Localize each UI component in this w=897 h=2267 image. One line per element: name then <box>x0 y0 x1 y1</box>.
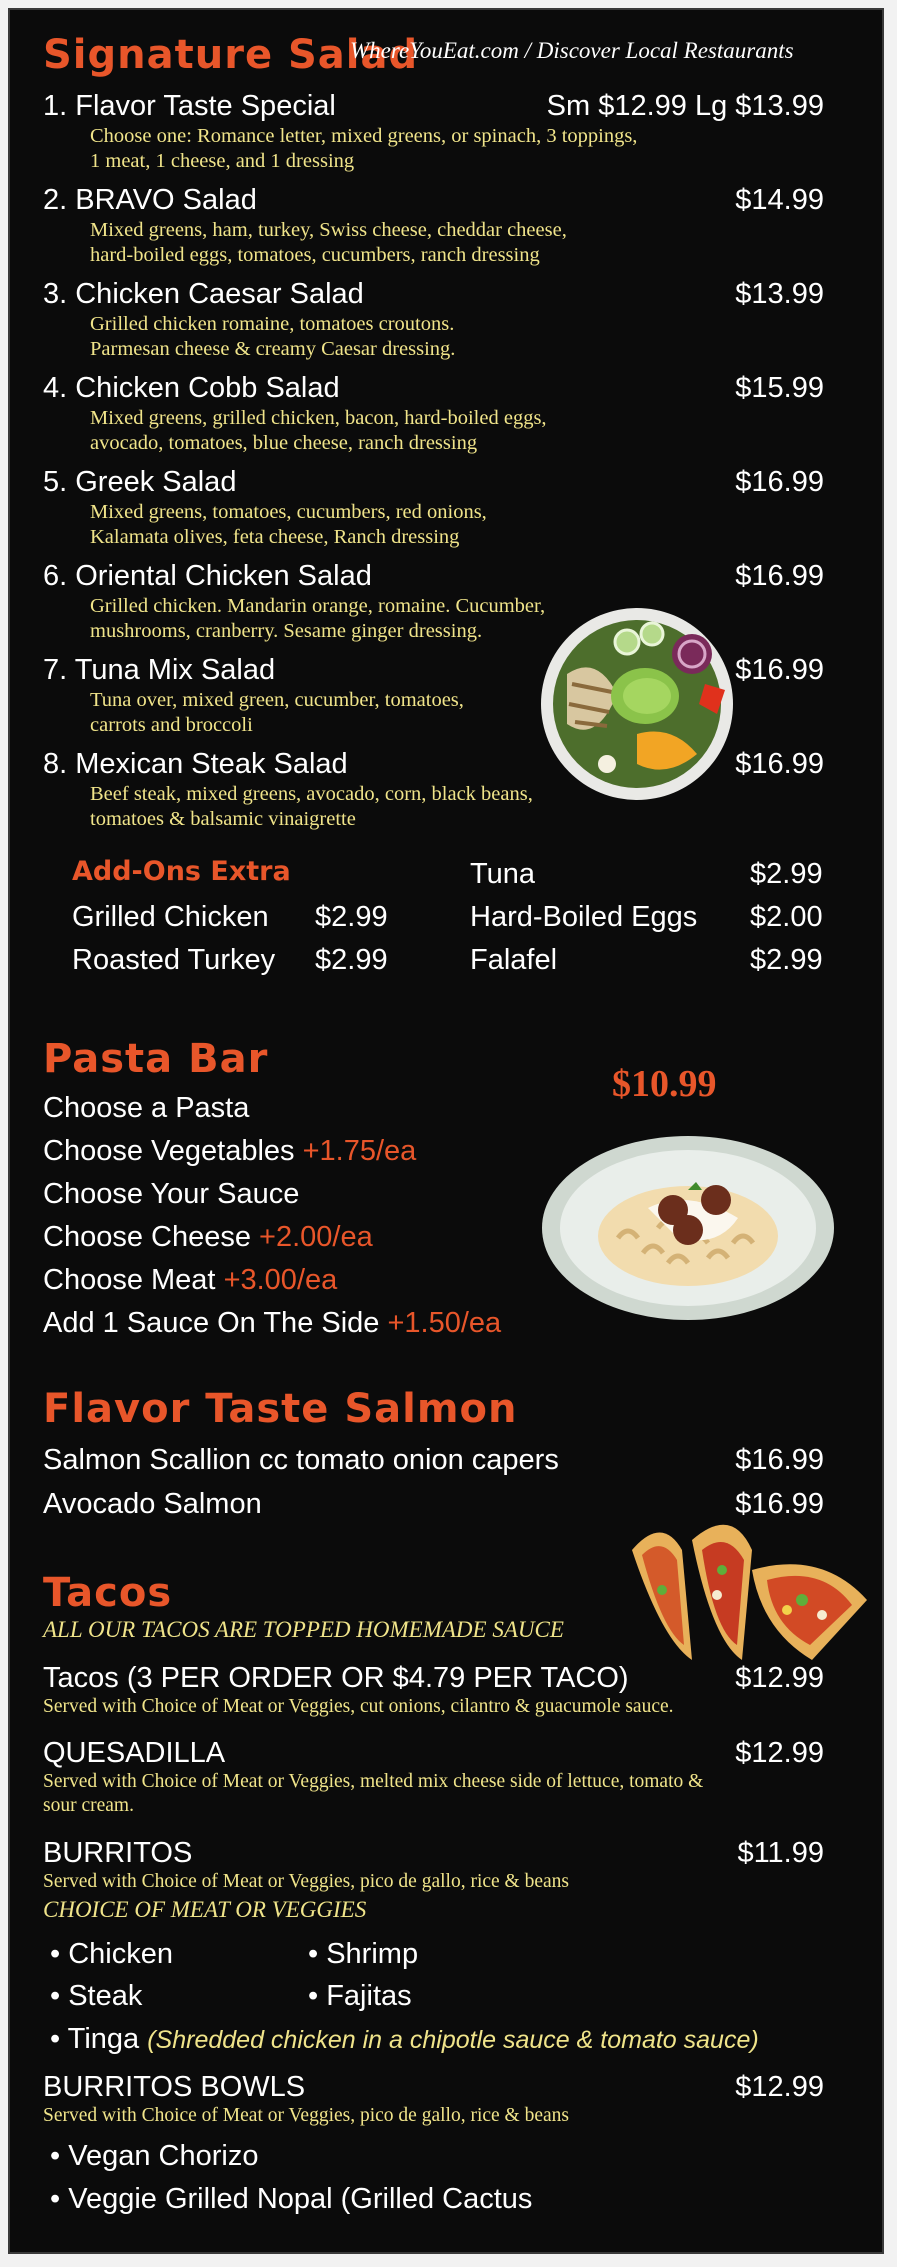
taco-item-price: $12.99 <box>735 1737 824 1769</box>
salad-item-price: $15.99 <box>735 372 824 404</box>
choice-item: • Chicken <box>50 1938 173 1970</box>
salad-item-desc: avocado, tomatoes, blue cheese, ranch dressing <box>90 432 478 454</box>
tacos-title: Tacos <box>43 1570 173 1616</box>
addon-name: Hard-Boiled Eggs <box>470 901 698 933</box>
pasta-option-text: Choose Your Sauce <box>43 1178 300 1210</box>
pasta-bar-price: $10.99 <box>612 1063 717 1105</box>
salad-item-desc: Mixed greens, tomatoes, cucumbers, red onions, <box>90 501 487 523</box>
taco-item-name: BURRITOS BOWLS <box>43 2071 306 2103</box>
signature-salad-title: Signature Salad <box>43 32 419 78</box>
pasta-option-text: Choose Meat <box>43 1264 216 1296</box>
addon-price: $2.99 <box>750 944 823 976</box>
choice-item: • Steak <box>50 1980 143 2012</box>
taco-item-desc: sour cream. <box>43 1795 134 1816</box>
watermark: WhereYouEat.com / Discover Local Restaurants <box>350 38 794 63</box>
pasta-option-text: Choose a Pasta <box>43 1092 250 1124</box>
salad-item-name: 3. Chicken Caesar Salad <box>43 278 364 310</box>
salad-item-name: 1. Flavor Taste Special <box>43 90 336 122</box>
salad-item-price: $13.99 <box>735 278 824 310</box>
tinga-note: (Shredded chicken in a chipotle sauce & tomato sauce) <box>147 2026 759 2054</box>
salad-item-price: $16.99 <box>735 748 824 780</box>
salmon-item-price: $16.99 <box>735 1444 824 1476</box>
addons-title: Add-Ons Extra <box>72 856 291 887</box>
salad-bowl-image <box>537 604 737 804</box>
salad-item-price: $16.99 <box>735 560 824 592</box>
salad-item-desc: Grilled chicken. Mandarin orange, romaine. Cucumber, <box>90 595 546 617</box>
pasta-option-extra: +1.75/ea <box>302 1135 417 1167</box>
salmon-item-price: $16.99 <box>735 1488 824 1520</box>
pasta-option <box>43 1178 299 1211</box>
taco-item-desc: Served with Choice of Meat or Veggies, melted mix cheese side of lettuce, tomato & <box>43 1771 704 1792</box>
pasta-option <box>43 1135 416 1168</box>
addon-price: $2.00 <box>750 901 823 933</box>
pasta-plate-image <box>538 1128 838 1328</box>
choice-item <box>50 2023 759 2056</box>
salad-item-desc: Beef steak, mixed greens, avocado, corn, black beans, <box>90 783 533 805</box>
bowl-extra-item: • Veggie Grilled Nopal (Grilled Cactus <box>50 2183 533 2215</box>
taco-item-name: QUESADILLA <box>43 1737 226 1769</box>
choice-item-text: • Tinga <box>50 2023 140 2055</box>
salad-item-desc: carrots and broccoli <box>90 714 253 736</box>
salad-item-desc: hard-boiled eggs, tomatoes, cucumbers, ranch dressing <box>90 244 540 266</box>
salad-item-desc: Grilled chicken romaine, tomatoes croutons. <box>90 313 455 335</box>
salmon-title: Flavor Taste Salmon <box>43 1386 518 1432</box>
taco-item-name: BURRITOS <box>43 1837 193 1869</box>
pasta-option-extra: +3.00/ea <box>223 1264 338 1296</box>
pasta-option <box>43 1264 337 1297</box>
taco-item-desc: Served with Choice of Meat or Veggies, pico de gallo, rice & beans <box>43 2105 569 2126</box>
taco-item-price: $11.99 <box>737 1837 824 1869</box>
taco-item-price: $12.99 <box>735 2071 824 2103</box>
pasta-option <box>43 1221 373 1254</box>
addon-name: Grilled Chicken <box>72 901 269 933</box>
pasta-option <box>43 1092 249 1125</box>
salad-item-desc: Tuna over, mixed green, cucumber, tomatoes, <box>90 689 464 711</box>
pasta-option-text: Choose Vegetables <box>43 1135 295 1167</box>
taco-item-name: Tacos (3 PER ORDER OR $4.79 PER TACO) <box>43 1662 629 1694</box>
pasta-option-extra: +2.00/ea <box>259 1221 373 1253</box>
addon-name: Roasted Turkey <box>72 944 276 976</box>
choice-item: • Shrimp <box>308 1938 419 1970</box>
salad-item-name: 6. Oriental Chicken Salad <box>43 560 372 592</box>
tacos-sauce-note: ALL OUR TACOS ARE TOPPED HOMEMADE SAUCE <box>43 1617 564 1642</box>
salad-item-name: 8. Mexican Steak Salad <box>43 748 348 780</box>
pasta-option-extra: +1.50/ea <box>387 1307 502 1339</box>
addon-price: $2.99 <box>750 858 823 890</box>
taco-item-desc: Served with Choice of Meat or Veggies, pico de gallo, rice & beans <box>43 1871 569 1892</box>
taco-item-desc: Served with Choice of Meat or Veggies, cut onions, cilantro & guacumole sauce. <box>43 1696 674 1717</box>
pasta-option-text: Choose Cheese <box>43 1221 251 1253</box>
addon-price: $2.99 <box>315 901 388 933</box>
salad-item-desc: 1 meat, 1 cheese, and 1 dressing <box>90 150 355 172</box>
taco-item-price: $12.99 <box>735 1662 824 1694</box>
addon-name: Tuna <box>470 858 536 890</box>
salad-item-desc: Choose one: Romance letter, mixed greens, or spinach, 3 toppings, <box>90 125 638 147</box>
salad-item-desc: tomatoes & balsamic vinaigrette <box>90 808 356 830</box>
salmon-item-name: Salmon Scallion cc tomato onion capers <box>43 1444 559 1476</box>
tacos-image <box>622 1510 874 1670</box>
salad-item-desc: Parmesan cheese & creamy Caesar dressing. <box>90 338 456 360</box>
choice-title: CHOICE OF MEAT OR VEGGIES <box>43 1897 367 1922</box>
salad-item-name: 7. Tuna Mix Salad <box>43 654 276 686</box>
choice-item: • Fajitas <box>308 1980 412 2012</box>
salad-item-name: 5. Greek Salad <box>43 466 237 498</box>
salad-item-name: 2. BRAVO Salad <box>43 184 257 216</box>
salad-item-price: $14.99 <box>735 184 824 216</box>
salad-item-desc: Kalamata olives, feta cheese, Ranch dressing <box>90 526 460 548</box>
salad-item-name: 4. Chicken Cobb Salad <box>43 372 340 404</box>
salad-item-desc: mushrooms, cranberry. Sesame ginger dressing. <box>90 620 483 642</box>
bowl-extra-item: • Vegan Chorizo <box>50 2140 259 2172</box>
salad-item-price: $16.99 <box>735 466 824 498</box>
salad-item-price: $16.99 <box>735 654 824 686</box>
menu-board <box>8 8 884 2254</box>
pasta-option-text: Add 1 Sauce On The Side <box>43 1307 380 1339</box>
salad-item-desc: Mixed greens, grilled chicken, bacon, hard-boiled eggs, <box>90 407 547 429</box>
addon-price: $2.99 <box>315 944 388 976</box>
pasta-bar-title: Pasta Bar <box>43 1036 269 1082</box>
salad-item-desc: Mixed greens, ham, turkey, Swiss cheese, cheddar cheese, <box>90 219 567 241</box>
pasta-option <box>43 1307 501 1340</box>
salmon-item-name: Avocado Salmon <box>43 1488 262 1520</box>
salad-item-price: Sm $12.99 Lg $13.99 <box>546 90 824 122</box>
addon-name: Falafel <box>470 944 558 976</box>
